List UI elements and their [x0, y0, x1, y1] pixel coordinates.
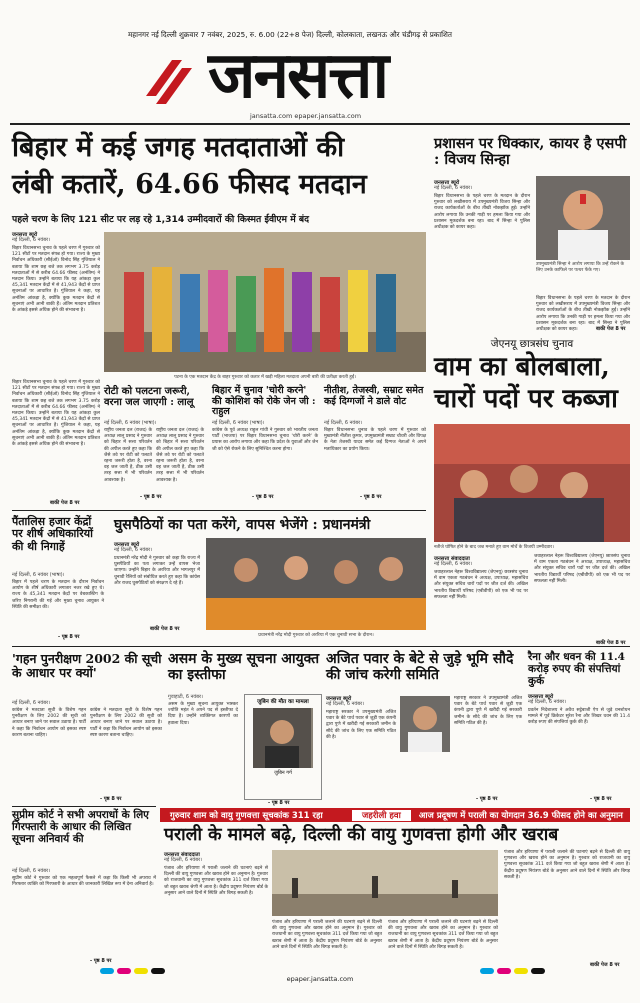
assam-body: असम के मुख्य सूचना आयुक्त भास्कर ज्योति महंत ने अपने पद से इस्तीफा दे दिया है। उन्होंने व्यक्तिगत कारणों का हवाला दिया।: [168, 702, 238, 726]
lead-body: बिहार विधानसभा चुनाव के पहले चरण में गुरुवार को 121 सीटों पर मतदान संपन्न हो गया। राज्य के मुख्य निर्वाचन अधिकारी (सीईओ) विनोद सिंह गुंजियाल ने बताया कि शाम छह बजे तक लगभग 3.75 करोड़ मतदाताओं में से करीब 64.66 फीसद (अनंतिम) ने मतदान किया। उन्होंने बताया कि यह आंकड़ा कुल 45,341 मतदान केंद्रों में से 41,943 केंद्रों से प्राप्त सूचनाओं पर आधारित है। गुंजियाल ने कहा, यह अनंतिम आंकड़ा है, क्योंकि कुछ मतदान केंद्रों से सूचनाएं अभी आनी बाकी हैं। अंतिम मतदान प्रतिशत के आंकड़े इससे अधिक होने की संभावना है।: [12, 246, 100, 314]
sc-headline: सुप्रीम कोर्ट ने सभी अपराधों के लिए गिरफ्तारी के आधार की लिखित सूचना अनिवार्य की: [12, 809, 149, 845]
booths-place: नई दिल्ली, 6 नवंबर (भाषा)।: [12, 572, 65, 578]
assam-headline: असम के मुख्य सूचना आयुक्त का इस्तीफा: [168, 651, 320, 683]
jnu-body: जवाहरलाल नेहरू विश्वविद्यालय (जेएनयू) छात्रसंघ चुनाव में वाम एकता गठबंधन ने अध्यक्ष, उपाध्यक्ष, महासचिव और संयुक्त सचिव चारों पदों पर जीत दर्ज की। अखिल भारतीय विद्यार्थी परिषद (एबीवीपी) को एक भी पद पर सफलता नहीं मिली।: [434, 570, 528, 600]
section-rule-1: [12, 510, 426, 511]
smog-photo: [272, 850, 498, 916]
assam-more: - पृष्ठ 8 पर: [268, 800, 290, 806]
lalu-more: - पृष्ठ 8 पर: [140, 494, 162, 500]
sinha-photo-caption: उपमुख्यमंत्री सिन्हा ने आरोप लगाया कि उन्हें रोकने के लिए उनके काफिले पर पत्थर फेंके गए।: [536, 262, 625, 273]
sc-more: - पृष्ठ 8 पर: [90, 958, 112, 964]
voters-queue-photo: [104, 232, 426, 372]
lead-continued: बाकी पेज 8 पर: [50, 500, 80, 506]
jnu-photo-caption: नतीजे घोषित होने के बाद जश्न मनाते हुए वाम मोर्चे के विजयी उम्मीदवार।: [434, 545, 554, 550]
ajit-body-cont: महाराष्ट्र सरकार ने उपमुख्यमंत्री अजित पवार के बेटे पार्थ पवार से जुड़ी एक कंपनी द्वारा पुणे में खरीदी गई सरकारी जमीन के सौदे की जांच के लिए एक समिति गठित की है।: [454, 696, 522, 726]
leaders-vote-body: बिहार विधानसभा चुनाव के पहले चरण में गुरुवार को मुख्यमंत्री नीतीश कुमार, उपमुख्यमंत्री सम्राट चौधरी और विपक्ष के नेता तेजस्वी यादव समेत कई दिग्गज नेताओं ने अपने मताधिकार का प्रयोग किया।: [324, 428, 426, 452]
jnu-celebration-photo: [434, 424, 630, 542]
zubeen-box: [244, 694, 322, 800]
sc-body: सुप्रीम कोर्ट ने गुरुवार को एक महत्वपूर्ण फैसले में कहा कि किसी भी अपराध में गिरफ्तार व्यक्ति को गिरफ्तारी के आधार की जानकारी लिखित रूप में देना अनिवार्य है।: [12, 876, 156, 888]
leaders-vote-place: नई दिल्ली, 6 नवंबर।: [324, 420, 363, 426]
section-rule-2: [12, 646, 630, 647]
booths-headline: पैंतालिस हजार केंद्रों पर शीर्ष अधिकारियों की थी निगाहें: [12, 515, 93, 553]
jnu-continued: बाकी पेज 8 पर: [596, 640, 626, 646]
sinha-body-cont: बिहार विधानसभा के पहले चरण के मतदान के दौरान गुरुवार को लखीसराय में उपमुख्यमंत्री विजय सिन्हा और राजद कार्यकर्ताओं के बीच तीखी नोकझोंक हुई। उन्होंने आरोप लगाया कि उनकी गाड़ी पर हमला किया गया और प्रशासन मूकदर्शक बना रहा। बाद में सिन्हा ने पुलिस अधीक्षक को कायर कहा।: [536, 296, 630, 333]
stubble-place: नई दिल्ली, 6 नवंबर।: [164, 857, 203, 863]
logo-mark-icon: [142, 52, 202, 112]
aqi-left: गुरुवार शाम को वायु गुणवत्ता सूचकांक 311 रहा: [170, 810, 323, 821]
sinha-place: नई दिल्ली, 6 नवंबर।: [434, 185, 473, 191]
sinha-byline: जनसत्ता ब्यूरो: [434, 180, 460, 186]
ajit-byline: जनसत्ता ब्यूरो: [326, 696, 352, 702]
ajit-place: नई दिल्ली, 6 नवंबर।: [326, 701, 365, 707]
stubble-continued: बाकी पेज 8 पर: [590, 962, 620, 968]
lead-body-cont: बिहार विधानसभा चुनाव के पहले चरण में गुरुवार को 121 सीटों पर मतदान संपन्न हो गया। राज्य के मुख्य निर्वाचन अधिकारी (सीईओ) विनोद सिंह गुंजियाल ने बताया कि शाम छह बजे तक लगभग 3.75 करोड़ मतदाताओं में से करीब 64.66 फीसद (अनंतिम) ने मतदान किया। उन्होंने बताया कि यह आंकड़ा कुल 45,341 मतदान केंद्रों में से 41,943 केंद्रों से प्राप्त सूचनाओं पर आधारित है। गुंजियाल ने कहा, यह अनंतिम आंकड़ा है, क्योंकि कुछ मतदान केंद्रों से सूचनाएं अभी आनी बाकी हैं। अंतिम मतदान प्रतिशत के आंकड़े इससे अधिक होने की संभावना है।: [12, 380, 100, 448]
stubble-body-3: पंजाब और हरियाणा में पराली जलाने की घटनाएं बढ़ने से दिल्ली की वायु गुणवत्ता और खराब होने का अनुमान है। गुरुवार को राजधानी का वायु गुणवत्ता सूचकांक 311 दर्ज किया गया जो बहुत खराब श्रेणी में आता है। केंद्रीय प्रदूषण नियंत्रण बोर्ड के अनुसार आने वाले दिनों में स्थिति और बिगड़ सकती है।: [388, 920, 498, 950]
leaders-vote-more: - पृष्ठ 8 पर: [360, 494, 382, 500]
lead-byline: जनसत्ता ब्यूरो: [12, 232, 38, 238]
sir-place: नई दिल्ली, 6 नवंबर।: [12, 700, 51, 706]
aqi-tag: जहरीली हवा: [352, 810, 411, 821]
aqi-right: आज प्रदूषण में पराली का योगदान 36.9 फीसद होने का अनुमान: [418, 810, 623, 821]
lalu-place: नई दिल्ली, 6 नवंबर (भाषा)।: [104, 420, 157, 426]
zubeen-box-title: जुबिन की मौत का मामला: [257, 699, 309, 705]
ajit-photo: [400, 696, 450, 752]
lead-place: नई दिल्ली, 6 नवंबर।: [12, 237, 51, 243]
raina-more: - पृष्ठ 8 पर: [590, 796, 612, 802]
sir-more: - पृष्ठ 8 पर: [100, 796, 122, 802]
lalu-body-cont: राष्ट्रीय जनता दल (राजद) के अध्यक्ष लालू प्रसाद ने गुरुवार को बिहार में सत्ता परिवर्तन की अपील करते हुए कहा कि जैसे तवे पर रोटी को पलटते रहना जरूरी होता है, वरना वह जल जाती है, ठीक उसी तरह सत्ता में भी परिवर्तन आवश्यक है।: [156, 428, 204, 483]
pm-continued: बाकी पेज 8 पर: [150, 626, 180, 632]
lalu-headline: रोटी को पलटना जरूरी, वरना जल जाएगी : लालू: [104, 386, 194, 409]
lalu-body: राष्ट्रीय जनता दल (राजद) के अध्यक्ष लालू प्रसाद ने गुरुवार को बिहार में सत्ता परिवर्तन की अपील करते हुए कहा कि जैसे तवे पर रोटी को पलटते रहना जरूरी होता है, वरना वह जल जाती है, ठीक उसी तरह सत्ता में भी परिवर्तन आवश्यक है।: [104, 428, 152, 483]
ajit-headline: अजित पवार के बेटे से जुड़े भूमि सौदे की जांच करेगी समिति: [326, 651, 514, 683]
jnu-body-cont: जवाहरलाल नेहरू विश्वविद्यालय (जेएनयू) छात्रसंघ चुनाव में वाम एकता गठबंधन ने अध्यक्ष, उपाध्यक्ष, महासचिव और संयुक्त सचिव चारों पदों पर जीत दर्ज की। अखिल भारतीय विद्यार्थी परिषद (एबीवीपी) को एक भी पद पर सफलता नहीं मिली।: [534, 554, 630, 584]
pm-body: प्रधानमंत्री नरेंद्र मोदी ने गुरुवार को कहा कि राज्य में घुसपैठियों का पता लगाकर उन्हें वापस भेजा जाएगा। उन्होंने बिहार के अररिया और भागलपुर में चुनावी रैलियों को संबोधित करते हुए कहा कि कांग्रेस और राजद घुसपैठियों को संरक्षण दे रहे हैं।: [114, 556, 200, 586]
jnu-byline: जनसत्ता संवाददाता: [434, 556, 470, 562]
raina-body: प्रवर्तन निदेशालय ने अवैध सट्टेबाजी ऐप से जुड़े धनशोधन मामले में पूर्व क्रिकेटर सुरेश रैना और शिखर धवन की 11.4 करोड़ रुपए की संपत्तियां कुर्क की हैं।: [528, 708, 630, 726]
sinha-continued: बाकी पेज 8 पर: [596, 326, 626, 332]
jnu-kicker: जेएनयू छात्रसंघ चुनाव: [490, 338, 574, 350]
stubble-body-4: पंजाब और हरियाणा में पराली जलाने की घटनाएं बढ़ने से दिल्ली की वायु गुणवत्ता और खराब होने का अनुमान है। गुरुवार को राजधानी का वायु गुणवत्ता सूचकांक 311 दर्ज किया गया जो बहुत खराब श्रेणी में आता है। केंद्रीय प्रदूषण नियंत्रण बोर्ड के अनुसार आने वाले दिनों में स्थिति और बिगड़ सकती है।: [504, 850, 630, 880]
lead-subhead: पहले चरण के लिए 121 सीट पर लड़ रहे 1,314 उम्मीदवारों की किस्मत ईवीएम में बंद: [12, 214, 310, 225]
jnu-headline-line-2: चारों पदों पर कब्जा: [434, 384, 618, 414]
stubble-body: पंजाब और हरियाणा में पराली जलाने की घटनाएं बढ़ने से दिल्ली की वायु गुणवत्ता और खराब होने का अनुमान है। गुरुवार को राजधानी का वायु गुणवत्ता सूचकांक 311 दर्ज किया गया जो बहुत खराब श्रेणी में आता है। केंद्रीय प्रदूषण नियंत्रण बोर्ड के अनुसार आने वाले दिनों में स्थिति और बिगड़ सकती है।: [164, 866, 268, 896]
sir-body: कांग्रेस ने मतदाता सूची के विशेष गहन पुनरीक्षण के लिए 2002 की सूची को आधार बनाए जाने पर सवाल उठाया है। पार्टी ने कहा कि निर्वाचन आयोग को इसका स्पष्ट कारण बताना चाहिए।: [12, 708, 86, 738]
lead-headline-line-1: बिहार में कई जगह मतदाताओं की: [12, 132, 345, 163]
jnu-place: नई दिल्ली, 6 नवंबर।: [434, 561, 473, 567]
pm-rally-photo: [206, 538, 426, 630]
footer-url: epaper.jansatta.com: [286, 975, 354, 983]
pm-byline: जनसत्ता ब्यूरो: [114, 542, 140, 548]
masthead-urls: jansatta.com epaper.jansatta.com: [250, 112, 362, 120]
sinha-photo: [536, 176, 630, 260]
sinha-headline: प्रशासन पर धिक्कार, कायर है एसपी : विजय सिन्हा: [434, 135, 627, 169]
stubble-headline: पराली के मामले बढ़े, दिल्ली की वायु गुणवत्ता होगी और खराब: [164, 825, 559, 845]
stubble-body-2: पंजाब और हरियाणा में पराली जलाने की घटनाएं बढ़ने से दिल्ली की वायु गुणवत्ता और खराब होने का अनुमान है। गुरुवार को राजधानी का वायु गुणवत्ता सूचकांक 311 दर्ज किया गया जो बहुत खराब श्रेणी में आता है। केंद्रीय प्रदूषण नियंत्रण बोर्ड के अनुसार आने वाले दिनों में स्थिति और बिगड़ सकती है।: [272, 920, 382, 950]
rahul-place: नई दिल्ली, 6 नवंबर (भाषा)।: [212, 420, 265, 426]
stubble-byline: जनसत्ता संवाददाता: [164, 852, 200, 858]
booths-more: - पृष्ठ 8 पर: [58, 634, 80, 640]
jnu-headline-line-1: वाम का बोलबाला,: [434, 352, 610, 382]
zubeen-name: जुबिन गर्ग: [274, 770, 292, 776]
section-rule-3: [12, 806, 156, 807]
rahul-more: - पृष्ठ 8 पर: [252, 494, 274, 500]
lead-headline-line-2: लंबी कतारें, 64.66 फीसद मतदान: [12, 169, 367, 200]
booths-body: बिहार में पहले चरण के मतदान के दौरान निर्वाचन आयोग के शीर्ष अधिकारी लगातार नजर रखे हुए थे। राज्य के 45,341 मतदान केंद्रों पर वेबकास्टिंग के जरिए निगरानी की गई और मुख्य चुनाव आयुक्त ने स्थिति की समीक्षा की।: [12, 580, 104, 610]
sir-headline: 'गहन पुनरीक्षण 2002 की सूची के आधार पर क्यों': [12, 651, 162, 680]
logo: जनसत्ता: [208, 39, 388, 113]
sinha-body: बिहार विधानसभा के पहले चरण के मतदान के दौरान गुरुवार को लखीसराय में उपमुख्यमंत्री विजय सिन्हा और राजद कार्यकर्ताओं के बीच तीखी नोकझोंक हुई। उन्होंने आरोप लगाया कि उनकी गाड़ी पर हमला किया गया और प्रशासन मूकदर्शक बना रहा। बाद में सिन्हा ने पुलिस अधीक्षक को कायर कहा।: [434, 194, 530, 231]
masthead-rule: [10, 123, 630, 125]
pm-headline: घुसपैठियों का पता करेंगे, वापस भेजेंगे : प्रधानमंत्री: [114, 517, 371, 533]
ajit-more: - पृष्ठ 8 पर: [476, 796, 498, 802]
raina-place: नई दिल्ली, 6 नवंबर।: [528, 699, 567, 705]
sc-place: नई दिल्ली, 6 नवंबर।: [12, 868, 51, 874]
ajit-body: महाराष्ट्र सरकार ने उपमुख्यमंत्री अजित पवार के बेटे पार्थ पवार से जुड़ी एक कंपनी द्वारा पुणे में खरीदी गई सरकारी जमीन के सौदे की जांच के लिए एक समिति गठित की है।: [326, 710, 396, 740]
lead-photo-caption: पटना के एक मतदान केंद्र के बाहर गुरुवार को कतार में खड़ी महिला मतदाता अपनी बारी की प्रतीक्षा करती हुईं।: [174, 375, 356, 380]
color-registration-right: [480, 968, 545, 974]
sir-body-cont: कांग्रेस ने मतदाता सूची के विशेष गहन पुनरीक्षण के लिए 2002 की सूची को आधार बनाए जाने पर सवाल उठाया है। पार्टी ने कहा कि निर्वाचन आयोग को इसका स्पष्ट कारण बताना चाहिए।: [90, 708, 162, 738]
raina-headline: रैना और धवन की 11.4 करोड़ रुपए की संपत्तियां कुर्क: [528, 651, 625, 687]
rahul-body: कांग्रेस के पूर्व अध्यक्ष राहुल गांधी ने गुरुवार को भारतीय जनता पार्टी (भाजपा) पर बिहार विधानसभा चुनाव 'चोरी करने' के प्रयास का आरोप लगाया और कहा कि प्रदेश के युवाओं और जेन जी को ऐसे रोकने के लिए सुनिश्चित करना होगा।: [212, 428, 318, 452]
assam-place: गुवाहाटी, 6 नवंबर।: [168, 694, 203, 700]
dateline: महानगर नई दिल्ली शुक्रवार 7 नवंबर, 2025, रु. 6.00 (22+8 पेज) दिल्ली, कोलकाता, लखनऊ और चंडीगढ़ से प्रकाशित: [128, 30, 453, 39]
leaders-vote-headline: नीतीश, तेजस्वी, सम्राट समेत कई दिग्गजों ने डाले वोट: [324, 385, 424, 407]
pm-photo-caption: प्रधानमंत्री नरेंद्र मोदी गुरुवार को अररिया में एक चुनावी सभा के दौरान।: [258, 633, 374, 638]
zubeen-photo: [253, 708, 313, 768]
pm-place: नई दिल्ली, 6 नवंबर।: [114, 547, 153, 553]
rahul-headline: बिहार में चुनाव 'चोरी करने' की कोशिश को रोके जेन जी : राहुल: [212, 385, 316, 418]
raina-byline: जनसत्ता ब्यूरो: [528, 694, 554, 700]
aqi-bar: [160, 808, 630, 822]
color-registration-left: [100, 968, 165, 974]
